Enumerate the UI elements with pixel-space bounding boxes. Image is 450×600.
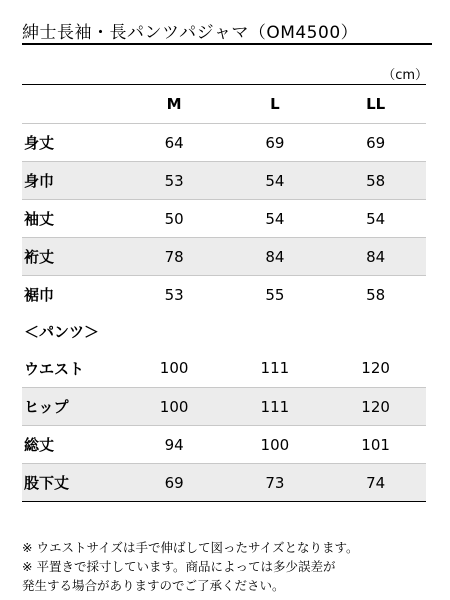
table-cell: 53 <box>164 171 184 190</box>
table-row <box>22 387 426 425</box>
table-cell: 53 <box>164 285 184 304</box>
table-cell: 69 <box>265 133 285 152</box>
pants-section-row <box>22 313 426 349</box>
row-label: 総丈 <box>24 436 55 454</box>
footnote-line: 発生する場合がありますのでご了承ください。 <box>22 578 285 593</box>
table-cell: 69 <box>164 473 184 492</box>
table-row <box>22 425 426 463</box>
pants-section-heading: ＜パンツ＞ <box>24 322 100 341</box>
table-cell: 100 <box>159 397 189 416</box>
table-header-row <box>22 85 426 123</box>
table-cell: 101 <box>361 435 390 454</box>
row-label: 身巾 <box>24 172 55 190</box>
table-cell: 54 <box>265 171 285 190</box>
column-header-ll: LL <box>366 95 386 113</box>
footnote-line: ※ ウエストサイズは手で伸ばして図ったサイズとなります。 <box>22 540 359 555</box>
table-row <box>22 349 426 387</box>
table-cell: 94 <box>164 435 184 454</box>
table-cell: 74 <box>366 473 386 492</box>
row-label: 裾巾 <box>24 286 55 304</box>
table-cell: 111 <box>260 359 290 377</box>
table-row <box>22 237 426 275</box>
column-header-m: M <box>166 95 182 113</box>
table-row <box>22 161 426 199</box>
table-cell: 100 <box>260 435 290 454</box>
footnotes <box>22 538 358 595</box>
column-header-l: L <box>270 95 280 113</box>
table-cell: 111 <box>260 397 290 416</box>
title-underline <box>22 43 432 45</box>
row-label: 袖丈 <box>24 210 55 228</box>
row-label: 裄丈 <box>24 248 55 266</box>
table-row <box>22 275 426 313</box>
page-title: 紳士長袖・長パンツパジャマ（OM4500） <box>22 23 359 43</box>
table-row <box>22 199 426 237</box>
table-row <box>22 123 426 161</box>
size-table <box>22 84 426 502</box>
table-cell: 54 <box>366 209 386 228</box>
table-cell: 54 <box>265 209 285 228</box>
table-cell: 69 <box>366 133 386 152</box>
table-cell: 100 <box>159 359 189 377</box>
row-label: ヒップ <box>24 398 69 416</box>
table-cell: 120 <box>361 359 390 377</box>
table-cell: 58 <box>366 171 386 190</box>
row-label: 股下丈 <box>24 474 70 492</box>
table-cell: 58 <box>366 285 386 304</box>
table-row <box>22 463 426 501</box>
row-label: 身丈 <box>24 134 55 152</box>
table-cell: 55 <box>265 285 285 304</box>
table-cell: 120 <box>361 397 390 416</box>
table-cell: 84 <box>366 247 386 266</box>
table-cell: 84 <box>265 247 285 266</box>
footnote-line: ※ 平置きで採寸しています。商品によっては多少誤差が <box>22 559 336 574</box>
row-label: ウエスト <box>24 359 85 378</box>
unit-label: （cm） <box>382 68 428 83</box>
table-cell: 78 <box>164 247 184 266</box>
table-cell: 64 <box>164 133 184 152</box>
table-cell: 73 <box>265 473 285 492</box>
table-cell: 50 <box>164 209 184 228</box>
